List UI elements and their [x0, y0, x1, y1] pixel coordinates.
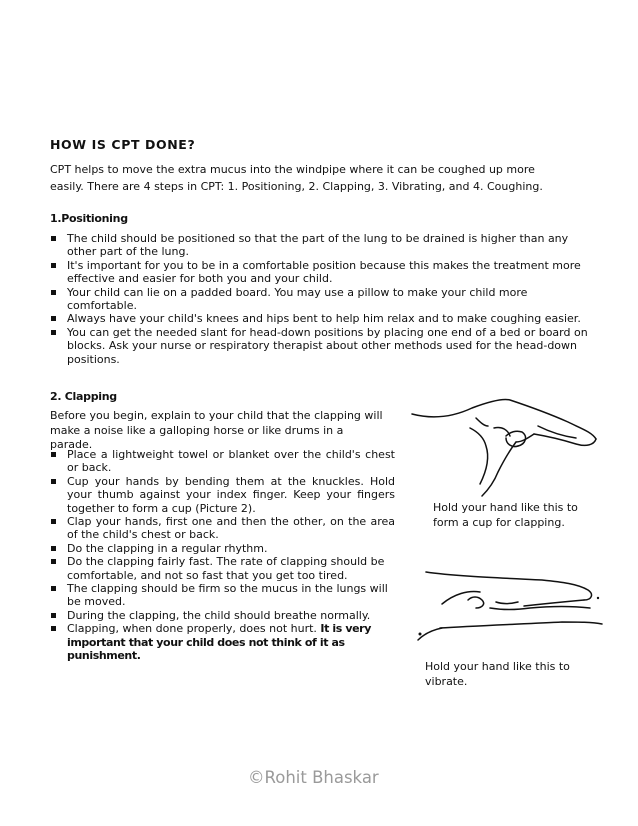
list-item: [50, 622, 395, 662]
list-item: The clapping should be firm so the mucus in the lungs will be moved.: [50, 582, 395, 609]
list-item: The child should be positioned so that the part of the lung to be drained is higher than any other part of the lung.: [50, 232, 595, 259]
list-item: During the clapping, the child should breathe normally.: [50, 609, 395, 622]
list-item: Your child can lie on a padded board. You may use a pillow to make your child more comfortable.: [50, 286, 595, 313]
list-item-text: Clapping, when done properly, does not hurt.: [67, 622, 321, 636]
list-item: Clap your hands, first one and then the other, on the area of the child's chest or back.: [50, 515, 395, 542]
clapping-intro: Before you begin, explain to your child that the clapping will make a noise like a galloping horse or like drums in a parade.: [50, 409, 383, 451]
list-item: Cup your hands by bending them at the knuckles. Hold your thumb against your index finger. Keep your fingers together to form a cup (Picture 2).: [50, 475, 395, 515]
vibrate-hand-caption: Hold your hand like this to vibrate.: [425, 660, 570, 688]
clapping-heading: 2. Clapping: [50, 390, 117, 403]
positioning-heading: 1.Positioning: [50, 212, 128, 225]
list-item: It's important for you to be in a comfortable position because this makes the treatment more effective and easier for both you and your child.: [50, 259, 595, 286]
flat-hand-illustration: [412, 568, 612, 648]
list-item: Do the clapping fairly fast. The rate of clapping should be comfortable, and not so fast that you get too tired.: [50, 555, 395, 582]
page-heading: HOW IS CPT DONE?: [50, 137, 196, 152]
copyright-watermark: ©Rohit Bhaskar: [248, 768, 379, 787]
cup-hand-caption: Hold your hand like this to form a cup for clapping.: [433, 501, 578, 529]
list-item: Do the clapping in a regular rhythm.: [50, 542, 395, 555]
list-item: Place a lightweight towel or blanket over the child's chest or back.: [50, 448, 395, 475]
intro-paragraph: CPT helps to move the extra mucus into the windpipe where it can be coughed up more easily. There are 4 steps in CPT: 1. Positioning, 2. Clapping, 3. Vibrating, and 4. Coughing.: [50, 163, 543, 193]
cupped-hand-illustration: [410, 392, 610, 497]
positioning-list: [50, 232, 595, 366]
list-item: You can get the needed slant for head-down positions by placing one end of a bed or board on blocks. Ask your nurse or respiratory therapist about other methods used for the head-down positions.: [50, 326, 595, 366]
list-item-emphasis: It is very important that your child does not think of it as punishment.: [67, 622, 371, 663]
clapping-list: [50, 448, 395, 663]
list-item: Always have your child's knees and hips bent to help him relax and to make coughing easier.: [50, 312, 595, 325]
